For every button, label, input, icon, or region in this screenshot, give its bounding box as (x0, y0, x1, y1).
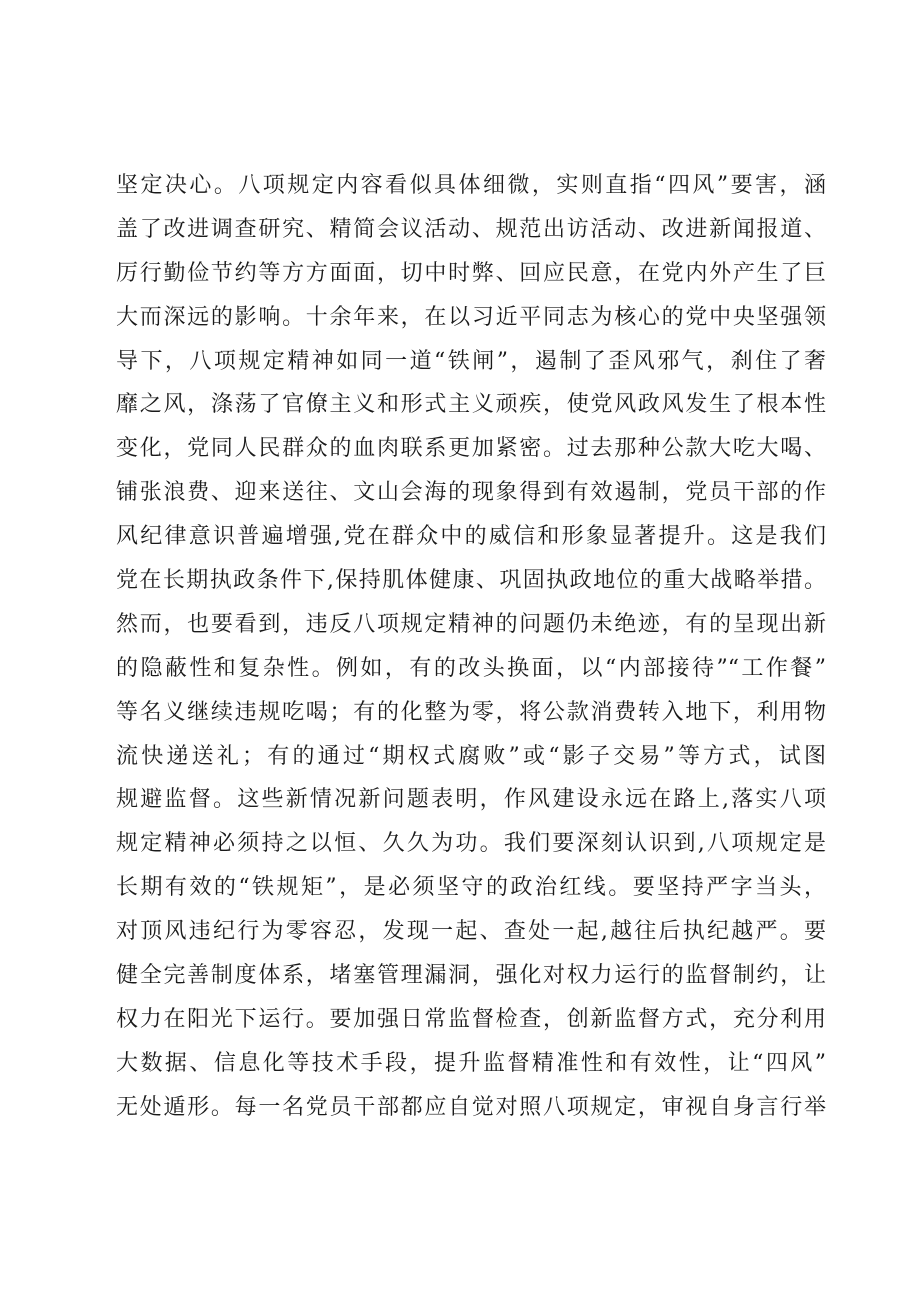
text-line: 流快递送礼；有的通过“期权式腐败”或“影子交易”等方式，试图 (116, 743, 826, 769)
text-line: 无处遁形。每一名党员干部都应自觉对照八项规定，审视自身言行举 (116, 1094, 826, 1120)
text-line: 风纪律意识普遍增强,党在群众中的威信和形象显著提升。这是我们 (116, 524, 826, 550)
text-line: 盖了改进调查研究、精简会议活动、规范出访活动、改进新闻报道、 (116, 216, 826, 242)
text-line: 然而，也要看到，违反八项规定精神的问题仍未绝迹，有的呈现出新 (116, 611, 826, 637)
text-line: 长期有效的“铁规矩”，是必须坚守的政治红线。要坚持严字当头， (116, 875, 826, 901)
text-line: 权力在阳光下运行。要加强日常监督检查，创新监督方式，充分利用 (116, 1006, 826, 1032)
text-line: 健全完善制度体系，堵塞管理漏洞，强化对权力运行的监督制约，让 (116, 963, 826, 989)
text-line: 铺张浪费、迎来送往、文山会海的现象得到有效遏制，党员干部的作 (116, 480, 826, 506)
text-line: 对顶风违纪行为零容忍，发现一起、查处一起,越往后执纪越严。要 (116, 919, 826, 945)
text-line: 的隐蔽性和复杂性。例如，有的改头换面，以“内部接待”“工作餐” (116, 655, 826, 681)
text-line: 党在长期执政条件下,保持肌体健康、巩固执政地位的重大战略举措。 (116, 568, 826, 594)
text-line: 规定精神必须持之以恒、久久为功。我们要深刻认识到,八项规定是 (116, 831, 826, 857)
body-paragraph (116, 164, 826, 1130)
text-line: 导下，八项规定精神如同一道“铁闸”，遏制了歪风邪气，刹住了奢 (116, 348, 826, 374)
text-line: 大数据、信息化等技术手段，提升监督精准性和有效性，让“四风” (116, 1050, 826, 1076)
text-line: 靡之风，涤荡了官僚主义和形式主义顽疾，使党风政风发生了根本性 (116, 392, 826, 418)
text-line: 厉行勤俭节约等方方面面，切中时弊、回应民意，在党内外产生了巨 (116, 260, 826, 286)
text-line: 大而深远的影响。十余年来，在以习近平同志为核心的党中央坚强领 (116, 304, 826, 330)
text-line: 坚定决心。八项规定内容看似具体细微，实则直指“四风”要害，涵 (116, 173, 826, 198)
text-line: 等名义继续违规吃喝；有的化整为零，将公款消费转入地下，利用物 (116, 699, 826, 725)
text-line: 规避监督。这些新情况新问题表明，作风建设永远在路上,落实八项 (116, 787, 826, 813)
text-line: 变化，党同人民群众的血肉联系更加紧密。过去那种公款大吃大喝、 (116, 436, 826, 462)
